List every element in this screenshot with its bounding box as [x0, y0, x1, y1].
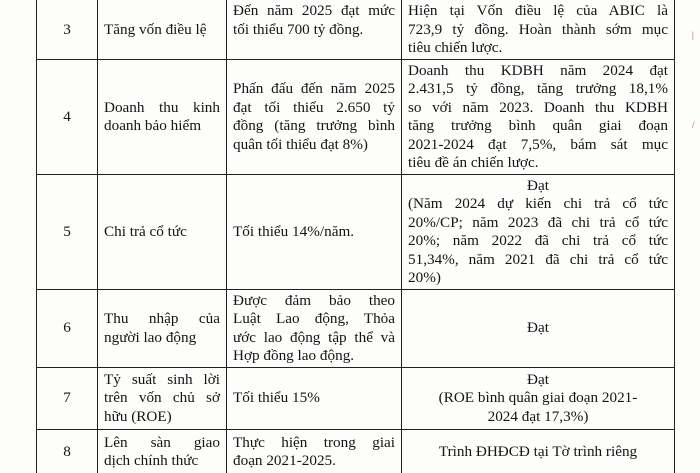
- table-row: [37, 429, 675, 473]
- criterion-line: Chi trả cổ tức: [104, 222, 187, 240]
- criterion-line: dịch chính thức: [104, 452, 199, 469]
- result-line: Hiện tại Vốn điều lệ của ABIC là: [408, 2, 668, 19]
- target-line: Hợp đồng lao động.: [233, 347, 355, 364]
- target-line: đồng (tăng trưởng bình: [233, 117, 395, 134]
- result-status: Đạt: [527, 370, 549, 388]
- result-line: 2.431,5 tỷ đồng, tăng trưởng 18,1%: [408, 80, 668, 97]
- result-status: Đạt: [527, 319, 549, 337]
- result-cell: [402, 59, 675, 174]
- result-line: 51,34%, năm 2021 đã chi trả cổ tức: [408, 250, 668, 268]
- target-line: Luật Lao động, Thỏa: [233, 310, 395, 327]
- result-cell: [402, 174, 675, 289]
- result-line: 723,9 tỷ đồng. Hoàn thành sớm mục: [408, 20, 668, 38]
- criterion-cell: [98, 59, 227, 174]
- result-line: tăng trưởng bình quân giai đoạn: [408, 117, 668, 134]
- target-line: ước lao động tập thể và: [233, 328, 395, 346]
- criterion-line: doanh bảo hiểm: [104, 117, 202, 134]
- criterion-line: Tỷ suất sinh lời: [104, 370, 220, 388]
- result-cell: [402, 0, 675, 59]
- criterion-line: Doanh thu kinh: [104, 98, 220, 116]
- result-status: Đạt: [527, 176, 549, 194]
- result-cell: [402, 367, 675, 429]
- row-number: 4: [37, 59, 98, 174]
- target-line: Tối thiểu 15%: [233, 389, 320, 407]
- table-row: [37, 174, 675, 289]
- table-row: [37, 0, 675, 59]
- result-line: (Năm 2024 dự kiến chi trả cổ tức: [408, 195, 668, 212]
- target-line: Phấn đấu đến năm 2025: [233, 80, 395, 97]
- result-cell: [402, 289, 675, 367]
- result-line: Doanh thu KDBH năm 2024 đạt: [408, 61, 668, 79]
- row-number: 7: [37, 367, 98, 429]
- criterion-line: Lên sàn giao: [104, 433, 220, 451]
- table-row: [37, 59, 675, 174]
- criterion-line: Thu nhập của: [104, 310, 220, 327]
- strategy-targets-table: [36, 0, 675, 473]
- margin-stamp-mark: |: [692, 30, 694, 40]
- target-line: tối thiểu 700 tỷ đồng.: [233, 20, 364, 38]
- target-cell: [227, 59, 402, 174]
- row-number: 5: [37, 174, 98, 289]
- result-status: Trình ĐHĐCĐ tại Tờ trình riêng: [438, 442, 638, 460]
- target-line: Tối thiểu 14%/năm.: [233, 222, 355, 240]
- result-line: 20%/CP; năm 2023 đã chi trả cổ tức: [408, 213, 668, 231]
- criterion-cell: [98, 174, 227, 289]
- target-cell: [227, 367, 402, 429]
- row-number: 3: [37, 0, 98, 59]
- criterion-cell: [98, 429, 227, 473]
- target-line: Thực hiện trong giai: [233, 433, 395, 451]
- criterion-cell: [98, 367, 227, 429]
- criterion-line: hữu (ROE): [104, 407, 172, 425]
- criterion-line: người lao động: [104, 328, 197, 346]
- criterion-cell: [98, 0, 227, 59]
- result-line: 2021-2024 đạt 7,5%, bám sát mục: [408, 135, 668, 153]
- criterion-cell: [98, 289, 227, 367]
- result-line: 2024 đạt 17,3%): [487, 407, 589, 425]
- row-number: 6: [37, 289, 98, 367]
- target-cell: [227, 174, 402, 289]
- target-line: đoạn 2021-2025.: [233, 452, 336, 469]
- result-cell: [402, 429, 675, 473]
- target-cell: [227, 0, 402, 59]
- target-line: Được đảm bảo theo: [233, 291, 395, 309]
- result-line: (ROE bình quân giai đoạn 2021-: [438, 389, 638, 407]
- margin-stamp-mark: /: [692, 120, 695, 130]
- result-line: tiêu chiến lược.: [408, 39, 503, 56]
- result-line: 20%; năm 2022 đã chi trả cổ tức: [408, 232, 668, 249]
- target-cell: [227, 289, 402, 367]
- result-line: tiêu đề án chiến lược.: [408, 154, 539, 171]
- result-line: 20%): [408, 269, 441, 286]
- table-row: [37, 289, 675, 367]
- table-row: [37, 367, 675, 429]
- target-line: đạt tối thiểu 2.650 tỷ: [233, 98, 395, 116]
- target-line: Đến năm 2025 đạt mức: [233, 2, 395, 19]
- target-cell: [227, 429, 402, 473]
- criterion-line: Tăng vốn điều lệ: [104, 20, 207, 38]
- result-line: so với năm 2023. Doanh thu KDBH: [408, 98, 668, 116]
- criterion-line: trên vốn chủ sở: [104, 389, 220, 407]
- target-line: quân tối thiểu đạt 8%): [233, 135, 368, 153]
- row-number: 8: [37, 429, 98, 473]
